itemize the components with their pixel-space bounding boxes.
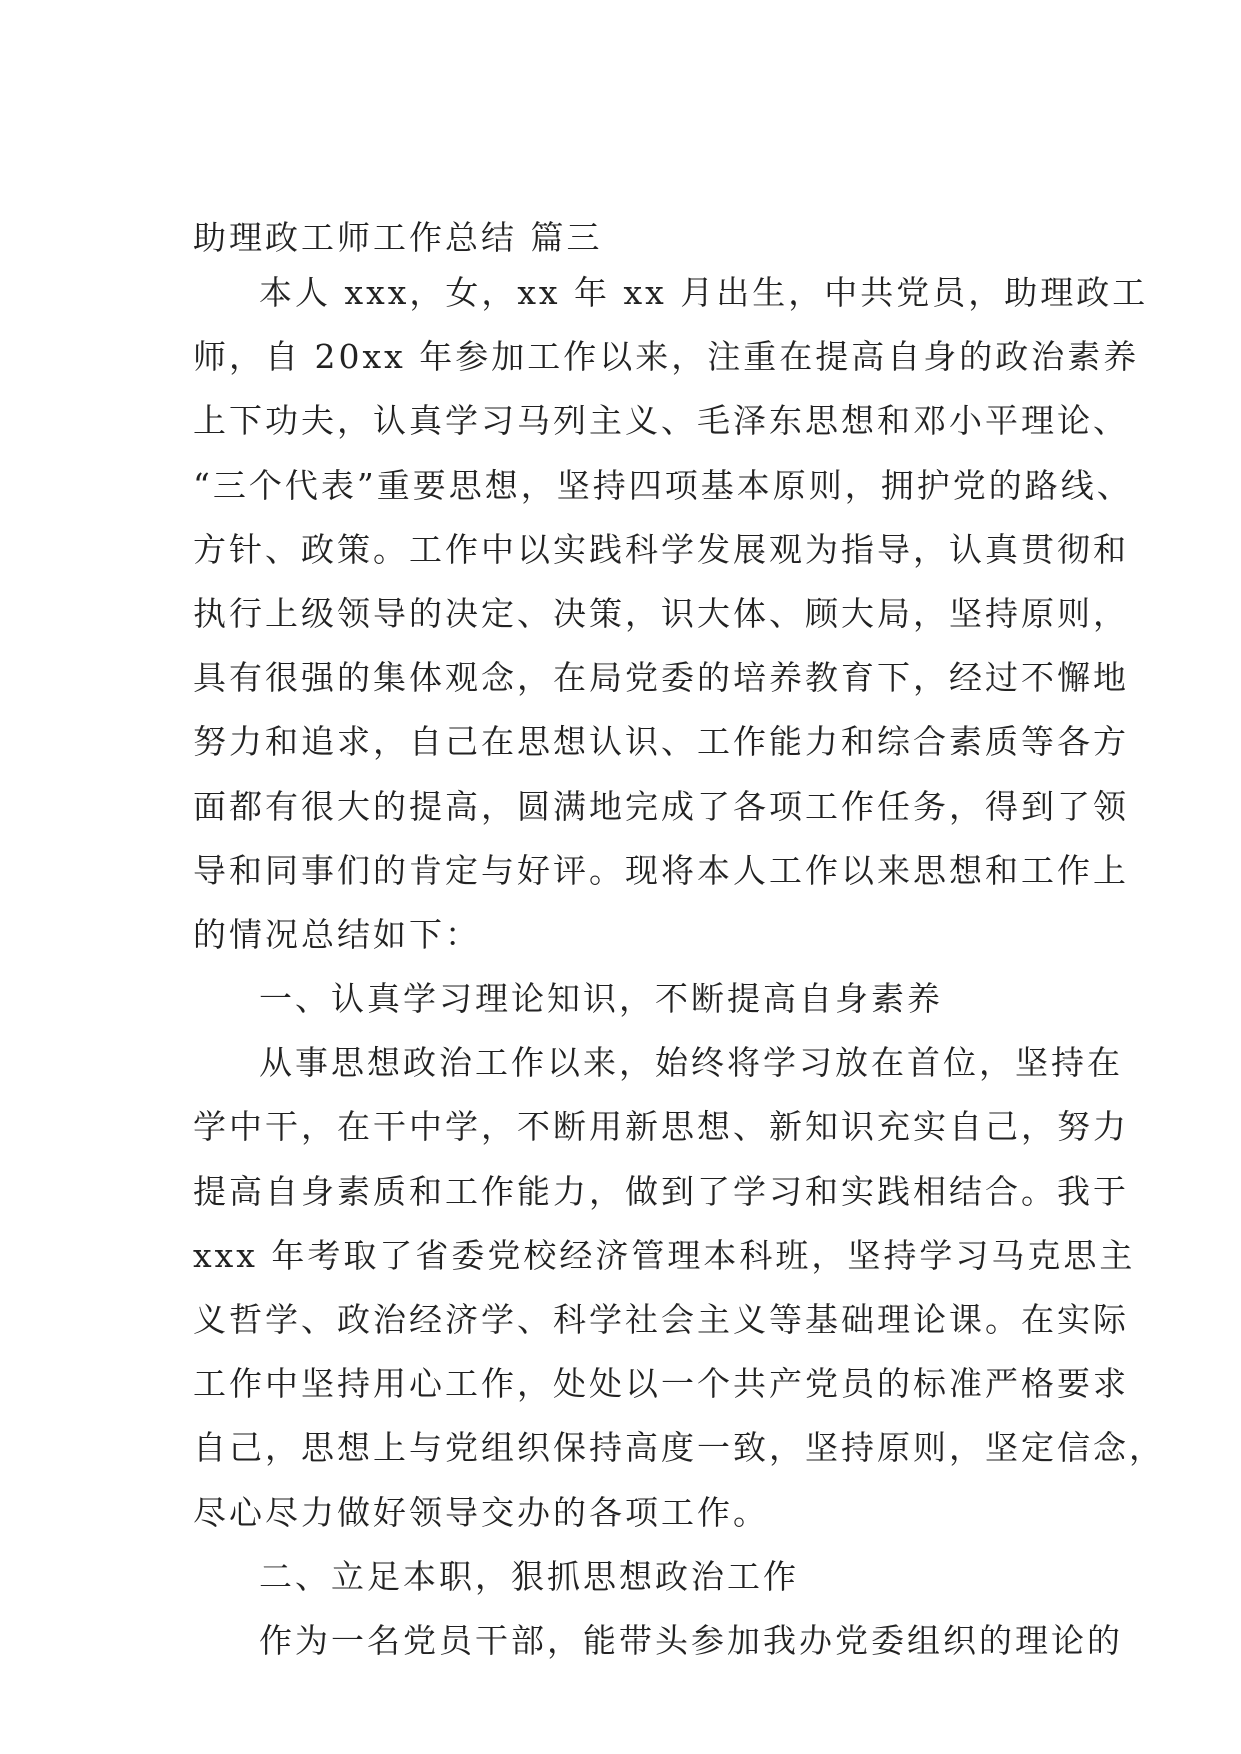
paragraph-line: 面都有很大的提高，圆满地完成了各项工作任务，得到了领 (193, 786, 1129, 826)
paragraph-line: 执行上级领导的决定、决策，识大体、顾大局，坚持原则， (193, 593, 1129, 633)
section-heading: 一、认真学习理论知识，不断提高自身素养 (259, 979, 943, 1019)
paragraph-line: 工作中坚持用心工作，处处以一个共产党员的标准严格要求 (193, 1364, 1129, 1404)
paragraph-line: 提高自身素质和工作能力，做到了学习和实践相结合。我于 (193, 1171, 1129, 1211)
paragraph-line: 上下功夫，认真学习马列主义、毛泽东思想和邓小平理论、 (193, 401, 1129, 441)
paragraph-line: 尽心尽力做好领导交办的各项工作。 (193, 1492, 769, 1532)
paragraph-line: “三个代表”重要思想，坚持四项基本原则，拥护党的路线、 (193, 465, 1133, 505)
paragraph-line: 努力和追求，自己在思想认识、工作能力和综合素质等各方 (193, 722, 1129, 762)
paragraph-line: 作为一名党员干部，能带头参加我办党委组织的理论的 (259, 1620, 1123, 1660)
paragraph-line: 本人 xxx，女，xx 年 xx 月出生，中共党员，助理政工 (259, 273, 1149, 312)
paragraph-line: 师，自 20xx 年参加工作以来，注重在提高自身的政治素养 (193, 337, 1140, 377)
paragraph-line: 的情况总结如下： (193, 914, 481, 954)
document-title: 助理政工师工作总结 篇三 (193, 218, 603, 257)
paragraph-line: 从事思想政治工作以来，始终将学习放在首位，坚持在 (259, 1043, 1123, 1083)
paragraph-line: 方针、政策。工作中以实践科学发展观为指导，认真贯彻和 (193, 529, 1129, 569)
paragraph-line: 义哲学、政治经济学、科学社会主义等基础理论课。在实际 (193, 1300, 1129, 1339)
document-body (193, 215, 1165, 1673)
section-heading: 二、立足本职，狠抓思想政治工作 (259, 1556, 799, 1596)
paragraph-line: 导和同事们的肯定与好评。现将本人工作以来思想和工作上 (193, 850, 1129, 890)
paragraph-line: 具有很强的集体观念，在局党委的培养教育下，经过不懈地 (193, 658, 1129, 698)
paragraph-line: xxx 年考取了省委党校经济管理本科班，坚持学习马克思主 (193, 1235, 1136, 1275)
paragraph-line: 学中干，在干中学，不断用新思想、新知识充实自己，努力 (193, 1107, 1129, 1147)
paragraph-line: 自己，思想上与党组织保持高度一致，坚持原则，坚定信念， (193, 1428, 1165, 1468)
